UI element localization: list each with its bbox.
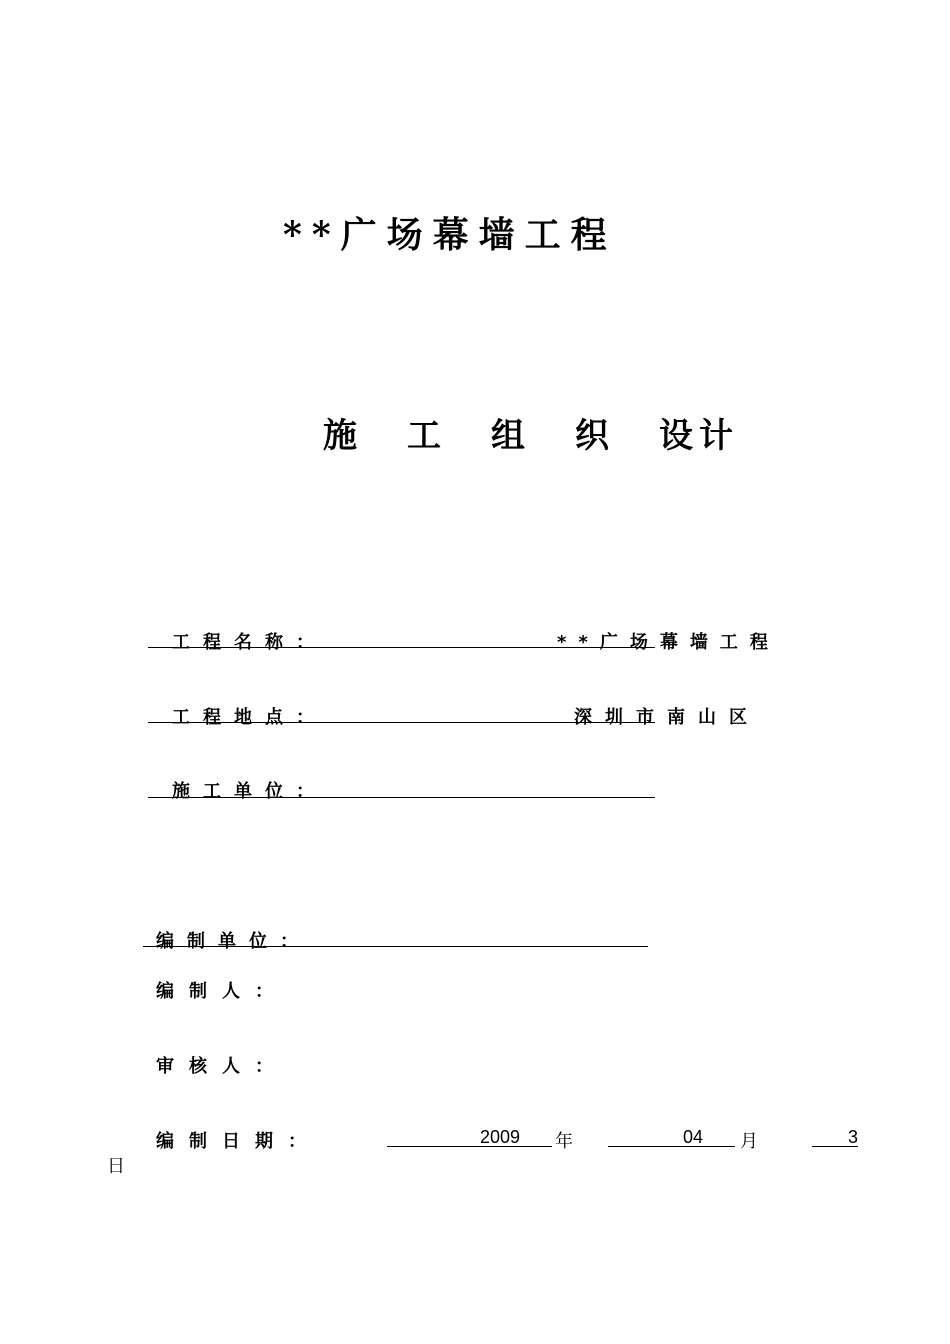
month-value: 04 <box>683 1127 704 1147</box>
construction-unit-underline <box>148 797 655 798</box>
year-underline <box>387 1146 552 1147</box>
subtitle-char-1: 施 <box>323 416 357 456</box>
document-title: **广场幕墙工程 <box>283 214 617 256</box>
reviewer-label: 审核人： <box>156 1056 288 1077</box>
day-value: 3 <box>848 1127 859 1147</box>
project-location-value: 深圳市南山区 <box>574 707 760 728</box>
month-unit: 月 <box>740 1131 758 1152</box>
year-unit: 年 <box>555 1131 573 1152</box>
compiler-label: 编制人： <box>156 981 288 1002</box>
subtitle-char-3: 组 <box>491 416 525 456</box>
compile-date-label: 编制日期： <box>156 1131 321 1152</box>
month-underline <box>608 1146 735 1147</box>
year-value: 2009 <box>480 1127 521 1147</box>
project-location-label: 工程地点： <box>172 707 327 728</box>
compiling-unit-underline <box>143 946 648 947</box>
subtitle-char-5: 设计 <box>659 416 739 456</box>
compiling-unit-label: 编制单位： <box>156 931 311 952</box>
subtitle-char-4: 织 <box>575 416 609 456</box>
project-name-value: **广场幕墙工程 <box>557 632 780 653</box>
subtitle-char-2: 工 <box>407 416 441 456</box>
day-unit: 日 <box>107 1156 125 1177</box>
construction-unit-label: 施工单位： <box>172 781 327 802</box>
project-name-label: 工程名称： <box>172 632 327 653</box>
